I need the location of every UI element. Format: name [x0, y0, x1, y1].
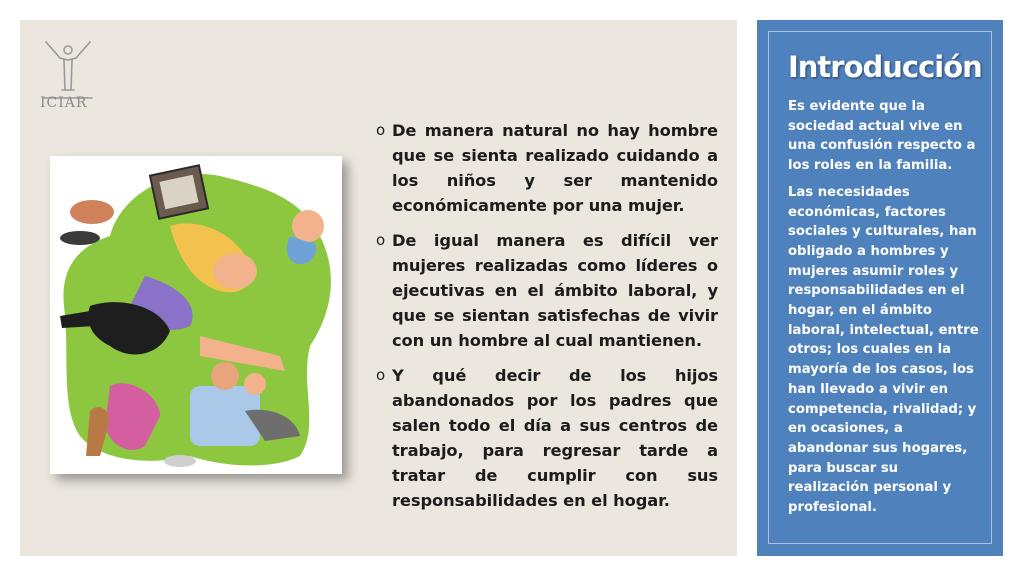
bullet-text: De igual manera es difícil ver mujeres realizadas como líderes o ejecutivas en el ámbito laboral, y que se sientan satisfechas de vivir con un hombre al cual mantienen.	[392, 231, 718, 350]
panel-body	[788, 97, 980, 525]
logo-text: ICIAR	[40, 95, 88, 111]
bullet-text: Y qué decir de los hijos abandonados por los padres que salen todo el día a sus centros de trabajo, para regresar tarde a tratar de cumplir con sus responsabilidades en el hogar.	[392, 366, 718, 510]
bullet-marker: o	[376, 366, 386, 384]
bullet-marker: o	[376, 231, 386, 249]
panel-title: Introducción	[788, 50, 982, 84]
panel-paragraph: Las necesidades económicas, factores sociales y culturales, han obligado a hombres y mujeres asumir roles y responsabilidades en el hogar, en el ámbito laboral, intelectual, entre otros; los cuales en la mayoría de los casos, los han llevado a vivir en competencia, rivalidad; y en ocasiones, a abandonar sus hogares, para buscar su realización personal y profesional.	[788, 184, 979, 516]
list-item	[376, 118, 718, 218]
list-item	[376, 228, 718, 353]
bullet-text: De manera natural no hay hombre que se sienta realizado cuidando a los niños y ser mantenido económicamente por una mujer.	[392, 121, 718, 215]
list-item	[376, 363, 718, 513]
panel-paragraph: Es evidente que la sociedad actual vive en una confusión respecto a los roles en la familia.	[788, 99, 976, 174]
bullet-list	[376, 118, 718, 523]
bullet-marker: o	[376, 121, 386, 139]
multitasking-woman-illustration	[50, 156, 342, 474]
